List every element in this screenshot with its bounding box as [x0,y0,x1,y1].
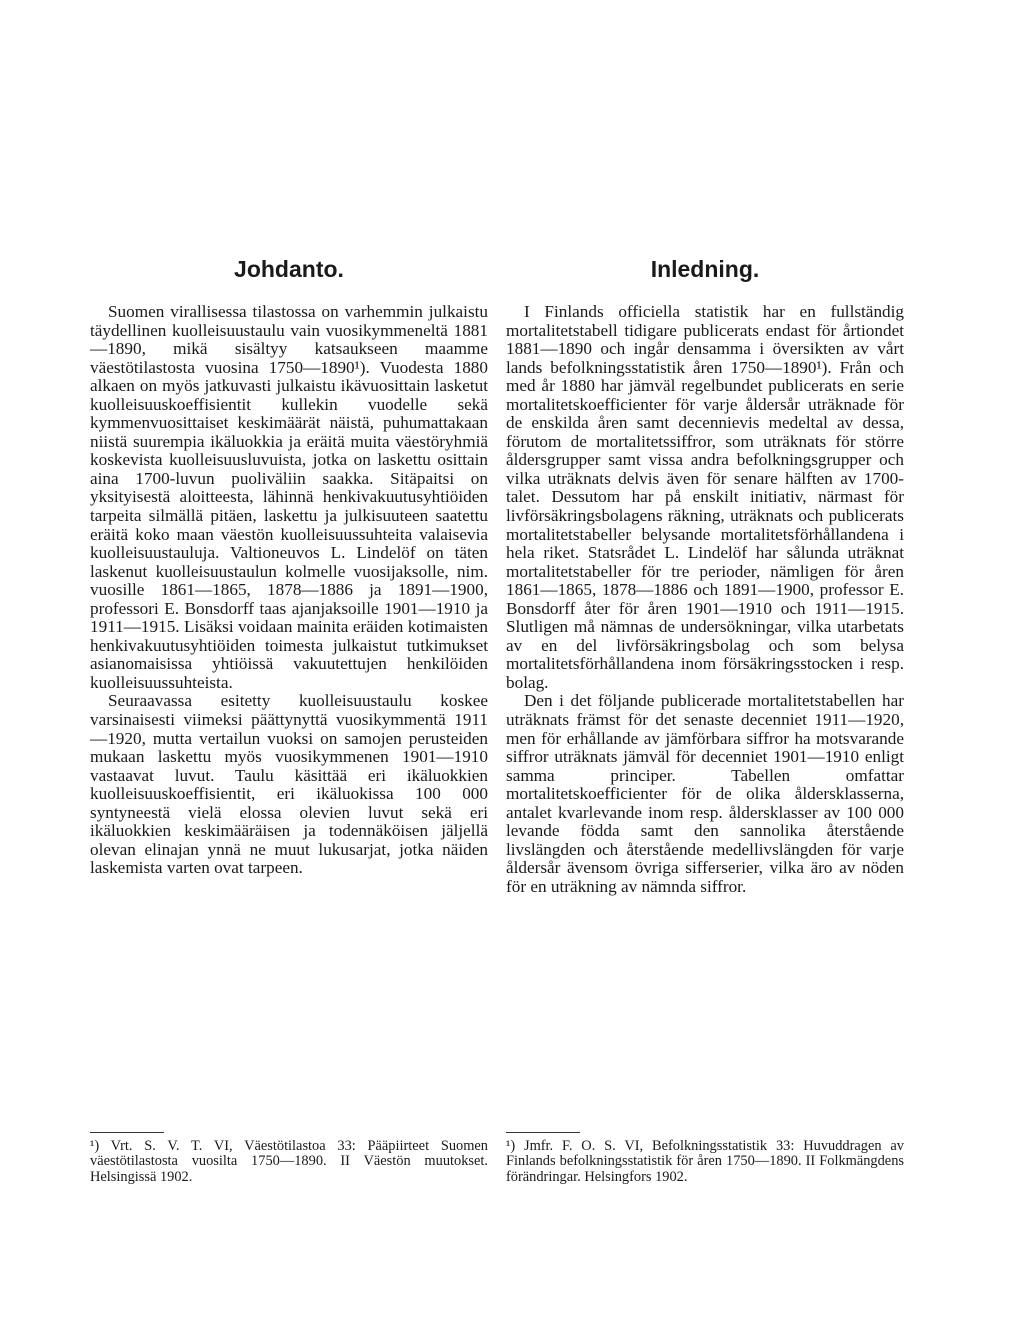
finnish-footnote-rule [90,1132,164,1133]
swedish-body [506,303,904,897]
swedish-column [506,255,904,897]
finnish-footnote: ¹) Vrt. S. V. T. VI, Väestötilastoa 33: Pääpiirteet Suomen väestötilastosta vuosilta 1750—1890. II Väestön muutokset. Helsingissä 1902. [90,1138,488,1185]
finnish-paragraph-2: Seuraavassa esitetty kuolleisuustaulu koskee varsinaisesti viimeksi päättynyttä vuosikymmentä 1911—1920, mutta vertailun vuoksi on samojen perusteiden mukaan laskettu myös vuosikymmenen 1901—1910 vastaavat luvut. Taulu käsittää eri ikäluokkien kuolleisuuskoeffisientit, eri ikäluokissa 100 000 syntyneestä vielä elossa olevien luvut sekä eri ikäluokkien keskimääräisen ja todennäköisen jäljellä olevan elinajan ynnä ne muut lukusarjat, jotka näiden laskemista varten ovat tarpeen. [90,691,488,878]
swedish-paragraph-1: I Finlands officiella statistik har en fullständig mortalitetstabell tidigare publicerats endast för årtiondet 1881—1890 och ingår densamma i översikten av vårt lands befolkningsstatistik åren 1750—1890¹). Från och med år 1880 har jämväl regelbundet publicerats en serie mortalitetskoefficienter för varje åldersår uträknade för de enskilda åren samt decennievis medeltal av dessa, förutom de mortalitetssiffror, som uträknats för större åldersgrupper samt vissa andra befolkningsgrupper och vilka uträknats delvis även för senare hälften av 1700-talet. Dessutom har på enskilt initiativ, närmast för livförsäkringsbolagens räkning, uträknats och publicerats mortalitetstabeller belysande mortalitetsförhållandena i hela riket. Statsrådet L. Lindelöf har sålunda uträknat mortalitetstabeller för tre perioder, nämligen för åren 1861—1865, 1878—1886 och 1891—1900, professor E. Bonsdorff åter för åren 1901—1910 och 1911—1915. Slutligen må nämnas de undersökningar, vilka utarbetats av en del livförsäkringsbolag och som belysa mortalitetsförhållandena inom försäkringsstocken i resp. bolag. [506,302,904,692]
swedish-paragraph-2: Den i det följande publicerade mortalitetstabellen har uträknats främst för det senaste decenniet 1911—1920, men för erhållande av jämförbara siffror ha motsvarande siffror uträknats jämväl för decenniet 1901—1910 enligt samma principer. Tabellen omfattar mortalitetskoefficienter för de olika åldersklasserna, antalet kvarlevande inom resp. åldersklasser av 100 000 levande födda samt den sannolika återstående livslängden och återstående medellivslängden för varje åldersår ävensom övriga sifferserier, vilka äro av nöden för en uträkning av nämnda siffror. [506,691,904,896]
finnish-column [90,255,488,878]
swedish-heading: Inledning. [650,256,760,282]
swedish-footnote-rule [506,1132,580,1133]
finnish-heading: Johdanto. [234,256,344,282]
swedish-footnote: ¹) Jmfr. F. O. S. VI, Befolkningsstatistik 33: Huvuddragen av Finlands befolkningsstatistik för åren 1750—1890. II Folkmängdens förändringar. Helsingfors 1902. [506,1138,904,1185]
finnish-paragraph-1: Suomen virallisessa tilastossa on varhemmin julkaistu täydellinen kuolleisuustaulu vain vuosikymmeneltä 1881—1890, mikä sisältyy katsaukseen maamme väestötilastosta vuosina 1750—1890¹). Vuodesta 1880 alkaen on myös jatkuvasti julkaistu ikävuosittain lasketut kuolleisuuskoeffisientit kullekin vuodelle sekä kymmenvuosittaiset keskimäärät näistä, puhumattakaan niistä suurempia ikäluokkia ja eräitä muita väestöryhmiä koskevista kuolleisuusluvuista, jotka on laskettu osittain aina 1700-luvun puoliväliin saakka. Sitäpaitsi on yksityisestä aloitteesta, lähinnä henkivakuutusyhtiöiden tarpeita silmällä pitäen, laskettu ja julkisuuteen saatettu eräitä koko maan väestön kuolleisuussuhteita valaisevia kuolleisuustauluja. Valtioneuvos L. Lindelöf on täten laskenut kuolleisuustaulun kolmelle vuosijaksolle, nim. vuosille 1861—1865, 1878—1886 ja 1891—1900, professori E. Bonsdorff taas ajanjaksoille 1901—1910 ja 1911—1915. Lisäksi voidaan mainita eräiden kotimaisten henkivakuutusyhtiöiden toimesta julkaistut tutkimukset asianomaisissa yhtiöissä vakuutettujen henkilöiden kuolleisuussuhteista. [90,302,488,692]
finnish-body [90,303,488,878]
